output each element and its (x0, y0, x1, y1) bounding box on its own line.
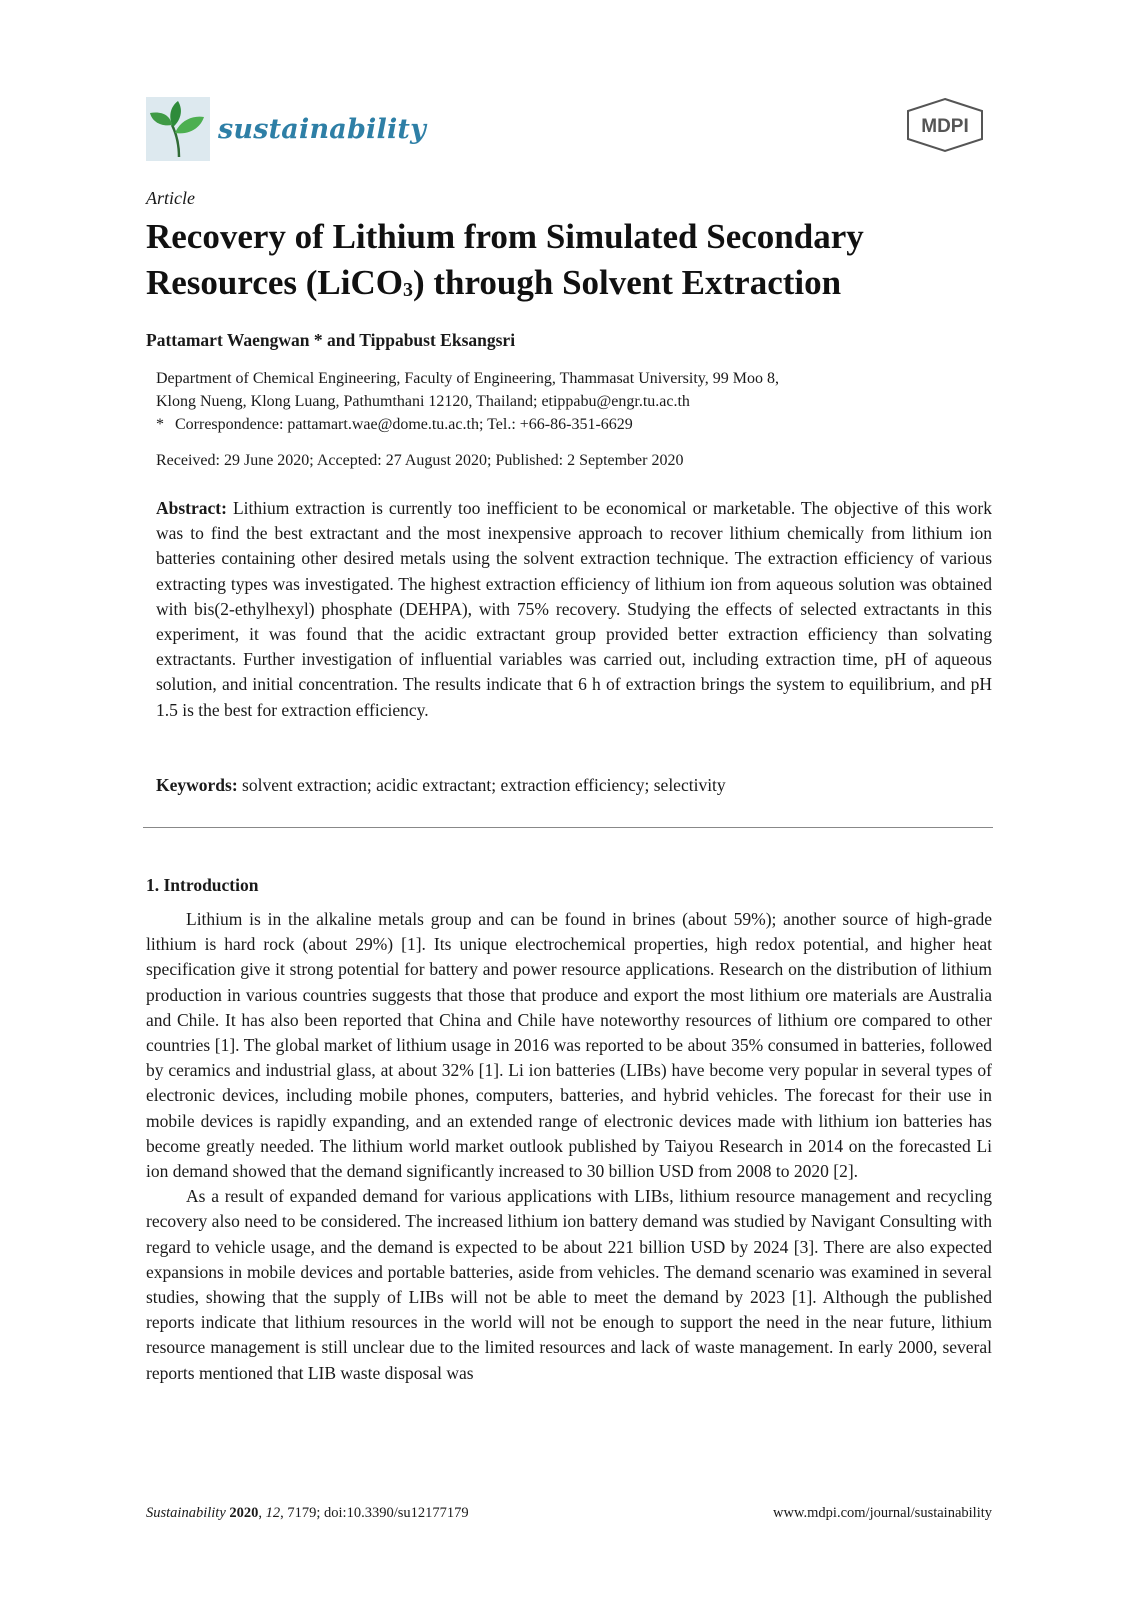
keywords (156, 775, 992, 796)
affiliation-block (156, 367, 996, 436)
paragraph: Lithium is in the alkaline metals group and can be found in brines (about 59%); another source of high-grade lithium is hard rock (about 29%) [1]. Its unique electrochemical properties, high redox potential, and higher heat specification give it strong potential for battery and power resource applications. Research on the distribution of lithium production in various countries suggests that those that produce and export the most lithium ore materials are Australia and Chile. It has also been reported that China and Chile have noteworthy resources of lithium ore compared to other countries [1]. The global market of lithium usage in 2016 was reported to be about 35% consumed in batteries, followed by ceramics and industrial glass, at about 32% [1]. Li ion batteries (LIBs) have become very popular in several types of electronic devices, including mobile phones, computers, batteries, and hybrid vehicles. The forecast for their use in mobile devices is rapidly expanding, and an extended range of electronic devices made with lithium ion batteries has become greatly needed. The lithium world market outlook published by Taiyou Research in 2014 on the forecasted Li ion demand showed that the demand significantly increased to 30 billion USD from 2008 to 2020 [2]. (146, 909, 992, 1182)
journal-logo (146, 97, 426, 161)
author-list: Pattamart Waengwan * and Tippabust Eksangsri (146, 330, 516, 350)
affiliation-line-2: Klong Nueng, Klong Luang, Pathumthani 12120, Thailand; etippabu@engr.tu.ac.th (156, 393, 690, 410)
article-type: Article (146, 188, 195, 208)
footer-citation: Sustainability 2020, 12, 7179; doi:10.3390/su12177179 (146, 1505, 469, 1521)
keywords-label: Keywords: (156, 775, 238, 795)
title-subscript: 3 (402, 279, 413, 301)
title-part-2: ) through Solvent Extraction (412, 263, 842, 302)
section-divider (143, 827, 993, 828)
footer-url: www.mdpi.com/journal/sustainability (773, 1505, 992, 1521)
paper-title (146, 214, 1016, 313)
footer-volume: 12 (265, 1505, 281, 1521)
affiliation-line-1: Department of Chemical Engineering, Faculty of Engineering, Thammasat University, 99 Moo 8, (156, 370, 779, 387)
section-heading: 1. Introduction (146, 875, 259, 895)
leaf-icon (146, 97, 210, 161)
body-text (146, 907, 992, 1386)
abstract (156, 496, 992, 723)
paragraph: As a result of expanded demand for various applications with LIBs, lithium resource management and recycling recovery also need to be considered. The increased lithium ion battery demand was studied by Navigant Consulting with regard to vehicle usage, and the demand is expected to be about 221 billion USD by 2024 [3]. There are also expected expansions in mobile devices and portable batteries, aside from vehicles. The demand scenario was examined in several studies, showing that the supply of LIBs will not be able to meet the demand by 2023 [1]. Although the published reports indicate that lithium resources in the world will not be enough to support the need in the near future, lithium resource management is still unclear due to the limited resources and lack of waste management. In early 2000, several reports mentioned that LIB waste disposal was (146, 1186, 992, 1383)
title-part-1: Recovery of Lithium from Simulated Secondary Resources (LiCO (146, 217, 864, 302)
footer-year: 2020 (229, 1505, 259, 1521)
publication-dates: Received: 29 June 2020; Accepted: 27 August 2020; Published: 2 September 2020 (156, 452, 684, 469)
correspondence-marker: * (156, 416, 164, 433)
journal-name: sustainability (218, 113, 426, 145)
correspondence-text: Correspondence: pattamart.wae@dome.tu.ac.th; Tel.: +66-86-351-6629 (175, 416, 633, 433)
correspondence-line (156, 413, 996, 436)
mdpi-logo-icon (904, 97, 986, 153)
abstract-text: Lithium extraction is currently too inefficient to be economical or marketable. The objective of this work was to find the best extractant and the most inexpensive approach to recover lithium chemically from lithium ion batteries containing other desired metals using the solvent extraction technique. The extraction efficiency of various extracting types was investigated. The highest extraction efficiency of lithium ion from aqueous solution was obtained with bis(2-ethylhexyl) phosphate (DEHPA), with 75% recovery. Studying the effects of selected extractants in this experiment, it was found that the acidic extractant group provided better extraction efficiency than solvating extractants. Further investigation of influential variables was carried out, including extraction time, pH of aqueous solution, and initial concentration. The results indicate that 6 h of extraction brings the system to equilibrium, and pH 1.5 is the best for extraction efficiency. (156, 498, 992, 720)
footer-journal: Sustainability (146, 1505, 226, 1521)
abstract-label: Abstract: (156, 498, 227, 518)
keywords-text: solvent extraction; acidic extractant; extraction efficiency; selectivity (242, 775, 726, 795)
mdpi-logo-text: MDPI (921, 116, 969, 137)
footer-doi: , 7179; doi:10.3390/su12177179 (280, 1505, 469, 1521)
